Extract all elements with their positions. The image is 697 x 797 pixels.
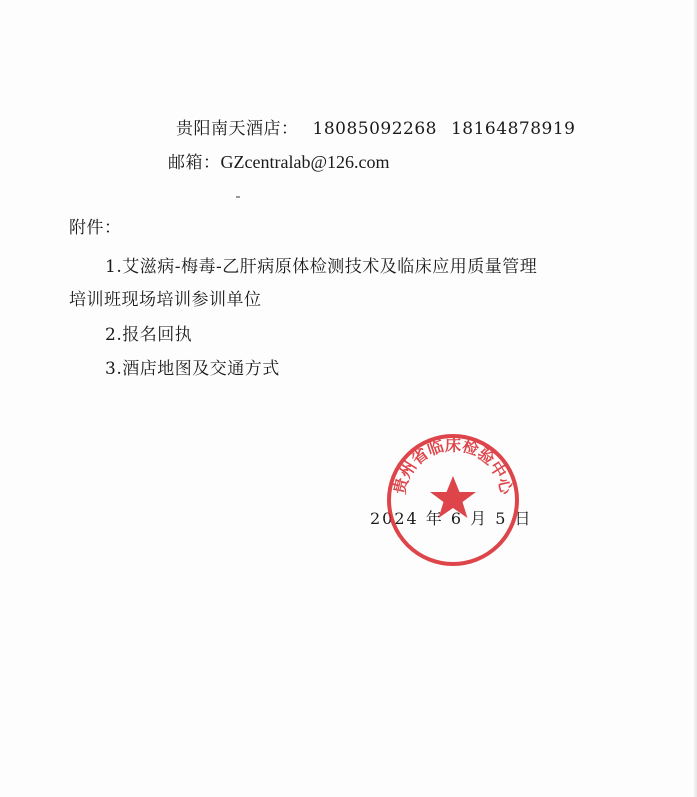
attachments-heading: 附件： bbox=[69, 218, 122, 238]
seal-star-icon bbox=[430, 476, 476, 518]
seal-text: 贵州省临床检验中心 bbox=[389, 435, 517, 496]
hotel-phone-1: 18085092268 bbox=[312, 119, 437, 139]
official-seal bbox=[385, 432, 521, 568]
attachment-item-1-line-1: 1.艾滋病-梅毒-乙肝病原体检测技术及临床应用质量管理 bbox=[105, 257, 538, 277]
document-date: 2024 年 6 月 5 日 bbox=[370, 509, 533, 528]
attachment-item-1-line-2: 培训班现场培训参训单位 bbox=[69, 290, 262, 310]
scan-speck bbox=[236, 196, 240, 198]
attachment-item-2: 2.报名回执 bbox=[105, 325, 193, 345]
attachment-item-3: 3.酒店地图及交通方式 bbox=[105, 359, 280, 379]
hotel-phone-2: 18164878919 bbox=[450, 119, 576, 139]
hotel-label: 贵阳南天酒店： bbox=[176, 119, 299, 139]
hotel-contact-line bbox=[168, 118, 575, 140]
email-address: GZcentralab@126.com bbox=[220, 152, 390, 172]
email-label: 邮箱： bbox=[168, 153, 221, 173]
email-line bbox=[168, 151, 390, 174]
